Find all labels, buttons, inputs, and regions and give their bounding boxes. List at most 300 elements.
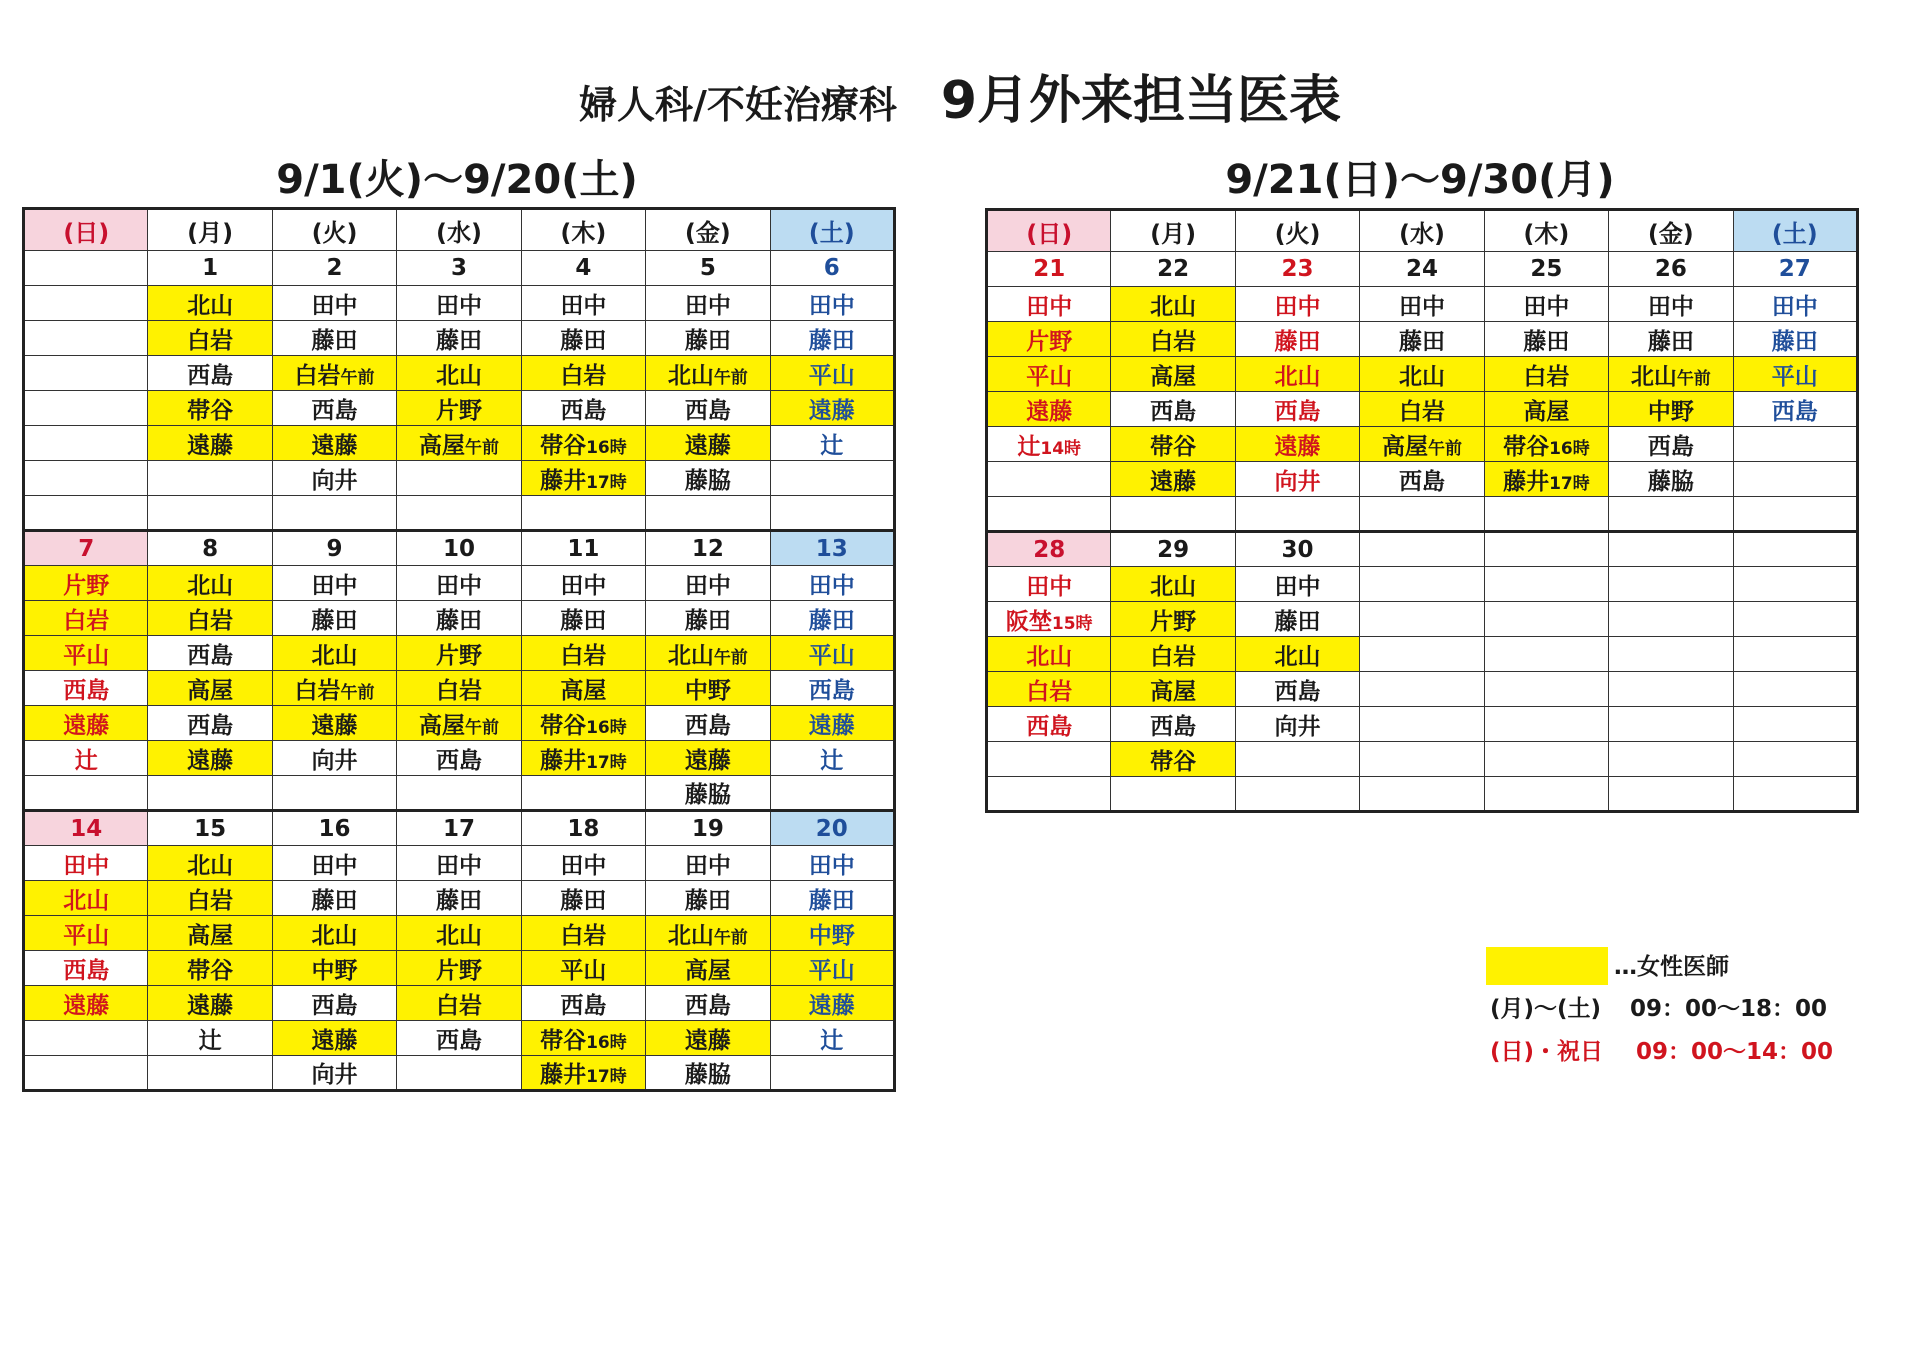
doctor-name: 北山 [667,362,714,389]
doctor-cell [24,776,148,811]
doctor-cell: 白岩 [1111,322,1235,357]
doctor-cell: 田中 [1484,287,1608,322]
doctor-cell: 西島 [646,706,770,741]
doctor-cell: 西島 [397,741,521,776]
date-cell [1484,532,1608,567]
doctor-cell: 西島 [1235,672,1359,707]
doctor-cell [1733,777,1857,812]
doctor-cell [1484,567,1608,602]
date-cell: 6 [770,251,894,286]
doctor-cell: 白岩 [521,636,645,671]
doctor-cell [1609,672,1733,707]
doctor-row [987,742,1858,777]
doctor-cell: 遠藤 [272,1021,396,1056]
doctor-cell [987,602,1111,637]
doctor-time-note: 午前 [464,717,499,738]
doctor-cell: 藤田 [646,321,770,356]
doctor-cell: 高屋 [148,916,272,951]
doctor-cell: 北山 [1235,637,1359,672]
date-cell: 2 [272,251,396,286]
doctor-cell [1733,462,1857,497]
doctor-cell: 北山 [24,881,148,916]
doctor-cell [1609,602,1733,637]
doctor-name: 辻 [1017,433,1041,460]
date-row [987,252,1858,287]
doctor-cell [24,391,148,426]
doctor-cell [1111,497,1235,532]
doctor-name: 白岩 [294,677,341,704]
doctor-row [24,741,895,776]
doctor-row [24,986,895,1021]
weekday-header: (土) [770,209,894,251]
doctor-cell: 藤田 [770,881,894,916]
doctor-cell: 北山 [1360,357,1484,392]
doctor-cell: 田中 [1360,287,1484,322]
doctor-cell: 北山 [1235,357,1359,392]
date-cell: 28 [987,532,1111,567]
doctor-cell [1484,707,1608,742]
weekday-header-row [24,209,895,251]
doctor-cell: 白岩 [1111,637,1235,672]
doctor-cell: 西島 [397,1021,521,1056]
weekday-header-row [987,210,1858,252]
date-cell: 7 [24,531,148,566]
weekday-header: (月) [148,209,272,251]
doctor-cell: 遠藤 [24,706,148,741]
date-row [24,811,895,846]
date-cell: 22 [1111,252,1235,287]
doctor-cell: 遠藤 [646,1021,770,1056]
doctor-cell: 中野 [646,671,770,706]
doctor-name: 藤井 [540,1062,587,1088]
doctor-row [987,672,1858,707]
doctor-cell: 白岩 [1360,392,1484,427]
doctor-cell [148,776,272,811]
doctor-name: 高屋 [418,712,465,739]
doctor-cell: 藤田 [646,881,770,916]
doctor-cell [1484,637,1608,672]
doctor-cell: 遠藤 [1235,427,1359,462]
doctor-cell: 遠藤 [148,741,272,776]
doctor-cell: 田中 [646,286,770,321]
doctor-cell [397,426,521,461]
doctor-name: 帯谷 [1503,433,1550,460]
date-row [24,251,895,286]
department-title: 婦人科/不妊治療科 [578,83,897,127]
doctor-cell: 藤田 [646,601,770,636]
date-cell: 17 [397,811,521,846]
doctor-cell: 高屋 [1484,392,1608,427]
doctor-cell: 西島 [1111,392,1235,427]
doctor-cell: 帯谷 [148,951,272,986]
doctor-cell [148,461,272,496]
doctor-cell: 藤田 [397,321,521,356]
doctor-cell [1360,637,1484,672]
doctor-cell: 田中 [521,566,645,601]
date-cell: 16 [272,811,396,846]
doctor-cell: 田中 [987,287,1111,322]
doctor-cell: 遠藤 [646,741,770,776]
doctor-name: 帯谷 [540,712,587,739]
doctor-cell: 藤田 [521,601,645,636]
doctor-row [987,287,1858,322]
doctor-cell: 辻 [770,741,894,776]
female-doctor-swatch [1486,947,1608,985]
doctor-cell [1484,497,1608,532]
doctor-cell: 辻 [770,426,894,461]
doctor-cell: 遠藤 [272,426,396,461]
doctor-cell: 遠藤 [272,706,396,741]
weekday-header: (土) [1733,210,1857,252]
doctor-time-note: 午前 [1676,368,1711,389]
doctor-cell: 北山 [1111,287,1235,322]
doctor-cell: 辻 [770,1021,894,1056]
date-cell: 12 [646,531,770,566]
doctor-cell [646,356,770,391]
legend-female-label: …女性医師 [1614,954,1729,980]
doctor-cell: 田中 [646,846,770,881]
doctor-cell: 北山 [148,286,272,321]
doctor-cell [397,776,521,811]
doctor-cell: 西島 [521,391,645,426]
doctor-cell: 中野 [272,951,396,986]
doctor-cell: 遠藤 [148,426,272,461]
date-cell: 23 [1235,252,1359,287]
doctor-cell: 平山 [1733,357,1857,392]
doctor-cell [987,742,1111,777]
date-cell: 3 [397,251,521,286]
doctor-cell: 高屋 [1111,357,1235,392]
doctor-cell [24,1056,148,1091]
doctor-cell: 田中 [770,566,894,601]
doctor-cell: 白岩 [24,601,148,636]
doctor-cell [521,426,645,461]
doctor-cell: 遠藤 [646,426,770,461]
doctor-cell: 北山 [148,846,272,881]
doctor-cell [770,776,894,811]
doctor-cell: 片野 [24,566,148,601]
page-title [0,58,1920,133]
doctor-cell: 向井 [272,741,396,776]
doctor-cell: 北山 [148,566,272,601]
weekday-header: (木) [521,209,645,251]
doctor-cell: 田中 [521,846,645,881]
doctor-cell: 白岩 [987,672,1111,707]
doctor-cell: 藤田 [521,321,645,356]
date-cell: 29 [1111,532,1235,567]
doctor-cell: 藤田 [1235,322,1359,357]
doctor-cell: 藤田 [397,881,521,916]
doctor-cell: 平山 [24,636,148,671]
doctor-cell [1360,602,1484,637]
doctor-cell [272,671,396,706]
doctor-time-note: 16時 [586,437,627,458]
doctor-cell: 田中 [272,286,396,321]
doctor-cell [521,461,645,496]
doctor-row [24,601,895,636]
doctor-cell [770,496,894,531]
doctor-time-note: 16時 [1549,438,1590,459]
doctor-cell: 田中 [770,846,894,881]
doctor-cell: 田中 [1609,287,1733,322]
doctor-cell [397,706,521,741]
doctor-cell: 高屋 [148,671,272,706]
doctor-row [987,462,1858,497]
legend-weekday-label: (月)～(土) [1490,996,1602,1022]
doctor-cell: 西島 [1360,462,1484,497]
doctor-cell: 西島 [1235,392,1359,427]
doctor-cell: 向井 [1235,707,1359,742]
doctor-cell: 遠藤 [770,391,894,426]
doctor-time-note: 午前 [713,927,748,948]
doctor-cell: 遠藤 [148,986,272,1021]
doctor-cell [272,776,396,811]
doctor-cell: 平山 [24,916,148,951]
doctor-row [24,426,895,461]
doctor-cell: 白岩 [148,321,272,356]
doctor-cell [1360,497,1484,532]
doctor-row [24,636,895,671]
doctor-cell [24,321,148,356]
weekday-header: (月) [1111,210,1235,252]
doctor-cell: 向井 [272,1056,396,1091]
doctor-cell [24,1021,148,1056]
doctor-cell: 平山 [987,357,1111,392]
doctor-cell: 西島 [148,636,272,671]
doctor-cell [397,461,521,496]
doctor-cell: 遠藤 [24,986,148,1021]
period-heading-1: 9/1(火)～9/20(土) [276,157,638,203]
doctor-cell: 西島 [521,986,645,1021]
doctor-time-note: 午前 [1427,438,1462,459]
doctor-cell [987,462,1111,497]
date-row [987,532,1858,567]
doctor-row [24,321,895,356]
doctor-cell: 平山 [770,636,894,671]
doctor-cell: 田中 [1733,287,1857,322]
weekday-header: (水) [1360,210,1484,252]
doctor-cell [987,427,1111,462]
doctor-row [24,916,895,951]
doctor-cell: 西島 [24,951,148,986]
doctor-cell: 藤田 [770,321,894,356]
date-cell: 13 [770,531,894,566]
doctor-time-note: 午前 [713,367,748,388]
doctor-cell [1484,742,1608,777]
doctor-cell [1484,427,1608,462]
doctor-cell [1733,637,1857,672]
doctor-cell [1360,672,1484,707]
doctor-cell: 高屋 [521,671,645,706]
weekday-header: (日) [987,210,1111,252]
doctor-cell: 平山 [770,356,894,391]
doctor-cell [1733,602,1857,637]
doctor-cell [1360,567,1484,602]
doctor-cell: 田中 [397,286,521,321]
period-heading-2: 9/21(日)～9/30(月) [1225,157,1615,203]
doctor-row [987,427,1858,462]
doctor-cell: 遠藤 [987,392,1111,427]
doctor-cell [1733,497,1857,532]
doctor-cell: 高屋 [1111,672,1235,707]
doctor-cell: 帯谷 [148,391,272,426]
doctor-row [24,1056,895,1091]
date-cell: 9 [272,531,396,566]
doctor-cell: 平山 [521,951,645,986]
weekday-header: (木) [1484,210,1608,252]
date-cell [24,251,148,286]
doctor-row [24,286,895,321]
doctor-cell: 北山 [987,637,1111,672]
doctor-cell: 片野 [397,636,521,671]
doctor-cell: 白岩 [521,356,645,391]
doctor-time-note: 17時 [586,472,627,493]
doctor-cell: 西島 [24,671,148,706]
doctor-cell [987,497,1111,532]
doctor-name: 北山 [1630,363,1677,390]
date-cell: 8 [148,531,272,566]
doctor-cell: 藤田 [397,601,521,636]
date-cell: 20 [770,811,894,846]
doctor-name: 藤井 [540,747,587,774]
date-cell: 15 [148,811,272,846]
doctor-cell [24,496,148,531]
doctor-cell [1733,742,1857,777]
doctor-cell: 平山 [770,951,894,986]
doctor-cell [1360,707,1484,742]
doctor-cell: 藤脇 [646,461,770,496]
doctor-cell: 西島 [646,986,770,1021]
doctor-cell [272,356,396,391]
legend-weekday-hours: 09：00～18：00 [1630,996,1828,1022]
doctor-cell: 田中 [770,286,894,321]
schedule-title: 9月外来担当医表 [940,71,1342,131]
doctor-row [24,846,895,881]
schedule-table-sep-21-30 [985,208,1859,813]
doctor-cell: 西島 [646,391,770,426]
date-cell: 30 [1235,532,1359,567]
doctor-cell [1733,427,1857,462]
doctor-cell: 田中 [1235,567,1359,602]
doctor-cell: 藤田 [1733,322,1857,357]
doctor-cell: 辻 [148,1021,272,1056]
doctor-name: 帯谷 [540,432,587,459]
doctor-row [24,461,895,496]
doctor-time-note: 17時 [1549,473,1590,494]
doctor-cell [1235,497,1359,532]
legend-holiday-hours: 09：00～14：00 [1636,1039,1834,1065]
date-cell: 27 [1733,252,1857,287]
date-cell: 1 [148,251,272,286]
doctor-cell: 向井 [1235,462,1359,497]
doctor-cell [272,496,396,531]
date-cell: 25 [1484,252,1608,287]
doctor-cell: 藤田 [1360,322,1484,357]
doctor-cell [1360,427,1484,462]
doctor-cell [987,777,1111,812]
doctor-cell [1609,742,1733,777]
doctor-cell [1733,707,1857,742]
weekday-header: (火) [1235,210,1359,252]
doctor-cell: 藤田 [1484,322,1608,357]
doctor-cell [521,496,645,531]
doctor-cell: 藤脇 [646,1056,770,1091]
doctor-cell [397,1056,521,1091]
doctor-name: 帯谷 [540,1027,587,1054]
doctor-cell: 西島 [1111,707,1235,742]
doctor-cell [1484,672,1608,707]
doctor-cell [521,1056,645,1091]
doctor-row [24,566,895,601]
doctor-cell [646,496,770,531]
doctor-cell: 田中 [987,567,1111,602]
doctor-time-note: 14時 [1040,438,1082,459]
doctor-cell [1733,567,1857,602]
doctor-cell: 藤田 [521,881,645,916]
doctor-cell: 遠藤 [1111,462,1235,497]
doctor-cell: 西島 [1609,427,1733,462]
doctor-row [987,357,1858,392]
weekday-header: (水) [397,209,521,251]
doctor-cell: 北山 [272,636,396,671]
doctor-row [987,497,1858,532]
doctor-cell: 片野 [397,391,521,426]
doctor-cell: 片野 [397,951,521,986]
doctor-cell: 片野 [1111,602,1235,637]
date-cell: 19 [646,811,770,846]
date-cell: 21 [987,252,1111,287]
doctor-cell: 片野 [987,322,1111,357]
doctor-row [24,1021,895,1056]
doctor-cell [1609,637,1733,672]
doctor-cell: 辻 [24,741,148,776]
doctor-row [987,602,1858,637]
doctor-cell: 遠藤 [770,986,894,1021]
doctor-cell [148,496,272,531]
doctor-cell: 田中 [397,846,521,881]
doctor-cell: 西島 [770,671,894,706]
doctor-row [987,637,1858,672]
doctor-cell [770,461,894,496]
doctor-cell [1235,777,1359,812]
doctor-cell: 高屋 [646,951,770,986]
doctor-cell: 中野 [1609,392,1733,427]
doctor-cell [1609,497,1733,532]
doctor-cell: 藤田 [770,601,894,636]
doctor-cell: 藤田 [1609,322,1733,357]
doctor-cell: 藤脇 [646,776,770,811]
date-cell: 11 [521,531,645,566]
doctor-time-note: 16時 [586,717,627,738]
doctor-cell: 北山 [1111,567,1235,602]
doctor-cell: 中野 [770,916,894,951]
doctor-cell: 田中 [24,846,148,881]
date-cell [1609,532,1733,567]
doctor-name: 北山 [667,642,714,669]
doctor-cell: 藤田 [272,881,396,916]
doctor-row [24,496,895,531]
weekday-header: (日) [24,209,148,251]
date-cell [1733,532,1857,567]
doctor-cell: 田中 [397,566,521,601]
doctor-cell: 帯谷 [1111,427,1235,462]
doctor-time-note: 午前 [713,647,748,668]
doctor-time-note: 17時 [586,752,627,773]
doctor-cell [1360,742,1484,777]
doctor-row [987,322,1858,357]
doctor-cell: 藤田 [1235,602,1359,637]
doctor-cell [521,776,645,811]
